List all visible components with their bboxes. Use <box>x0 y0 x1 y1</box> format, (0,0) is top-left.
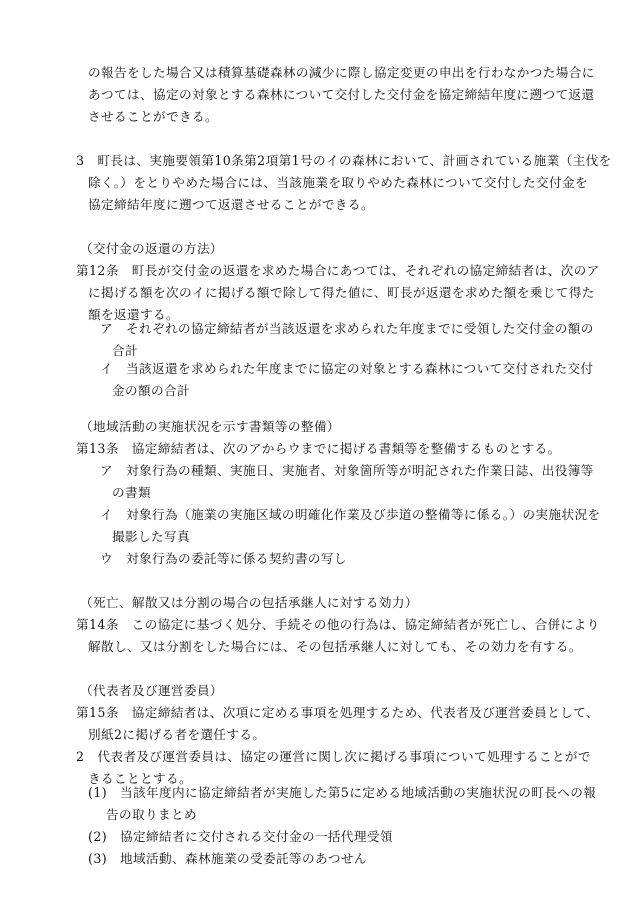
article-15-heading: （代表者及び運営委員） <box>80 683 223 698</box>
article-13-body-line: 第13条 協定締結者は、次のアからウまでに掲げる書類等を整備するものとする。 <box>76 441 561 456</box>
article-15-item-1-cont: 告の取りまとめ <box>106 807 197 822</box>
continuation-line: あつては、協定の対象とする森林について交付した交付金を協定締結年度に遡つて返還 <box>88 87 595 102</box>
article-14-body-line: 解散し、又は分割をした場合には、その包括承継人に対しても、その効力を有する。 <box>88 639 582 654</box>
article-13-item-u: ウ 対象行為の委託等に係る契約書の写し <box>100 551 347 566</box>
article-13-item-a: ア 対象行為の種類、実施日、実施者、対象箇所等が明記された作業日誌、出役簿等 <box>100 463 594 478</box>
continuation-line: の報告をした場合又は積算基礎森林の減少に際し協定変更の申出を行わなかつた場合に <box>88 65 595 80</box>
article-12-item-a: ア それぞれの協定締結者が当該返還を求められた年度までに受領した交付金の額の <box>100 321 594 336</box>
clause-3-line: 除く。）をとりやめた場合には、当該施業を取りやめた森林について交付した交付金を <box>88 175 588 190</box>
article-15-item-1: (1) 当該年度内に協定締結者が実施した第5に定める地域活動の実施状況の町長への報 <box>88 785 597 800</box>
article-12-body-line: 第12条 町長が交付金の返還を求めた場合にあつては、それぞれの協定締結者は、次のア <box>76 263 600 278</box>
article-12-item-a-cont: 合計 <box>112 343 138 358</box>
article-12-heading: （交付金の返還の方法） <box>80 241 223 256</box>
article-12-item-i: イ 当該返還を求められた年度までに協定の対象とする森林について交付された交付 <box>100 361 594 376</box>
article-15-body-line: 別紙2に掲げる者を選任する。 <box>88 727 266 742</box>
clause-3-line: 協定締結年度に遡つて返還させることができる。 <box>88 197 374 212</box>
article-12-item-i-cont: 金の額の合計 <box>112 383 190 398</box>
article-15-clause-2-line: 2 代表者及び運営委員は、協定の運営に関し次に掲げる事項について処理することがで <box>76 749 591 764</box>
article-15-body-line: 第15条 協定締結者は、次項に定める事項を処理するため、代表者及び運営委員として、 <box>76 705 599 720</box>
article-12-body-line: 額を返還する。 <box>88 307 179 322</box>
article-13-item-i: イ 対象行為（施業の実施区域の明確化作業及び歩道の整備等に係る。）の実施状況を <box>100 507 601 522</box>
article-15-item-2: (2) 協定締結者に交付される交付金の一括代理受領 <box>88 829 393 844</box>
article-13-item-a-cont: の書類 <box>112 485 151 500</box>
article-15-item-3: (3) 地域活動、森林施業の受委託等のあつせん <box>88 851 367 866</box>
article-14-body-line: 第14条 この協定に基づく処分、手続その他の行為は、協定締結者が死亡し、合併により <box>76 617 600 632</box>
clause-3-line: 3 町長は、実施要領第10条第2項第1号のイの森林において、計画されている施業（主伐を <box>76 153 612 168</box>
article-14-heading: （死亡、解散又は分割の場合の包括承継人に対する効力） <box>80 595 418 610</box>
article-12-body-line: に掲げる額を次のイに掲げる額で除して得た値に、町長が返還を求めた額を乗じて得た <box>88 285 595 300</box>
article-15-clause-2-line: きることとする。 <box>88 771 192 786</box>
continuation-line: させることができる。 <box>88 109 218 124</box>
article-13-heading: （地域活動の実施状況を示す書類等の整備） <box>80 419 340 434</box>
article-13-item-i-cont: 撮影した写真 <box>112 529 190 544</box>
